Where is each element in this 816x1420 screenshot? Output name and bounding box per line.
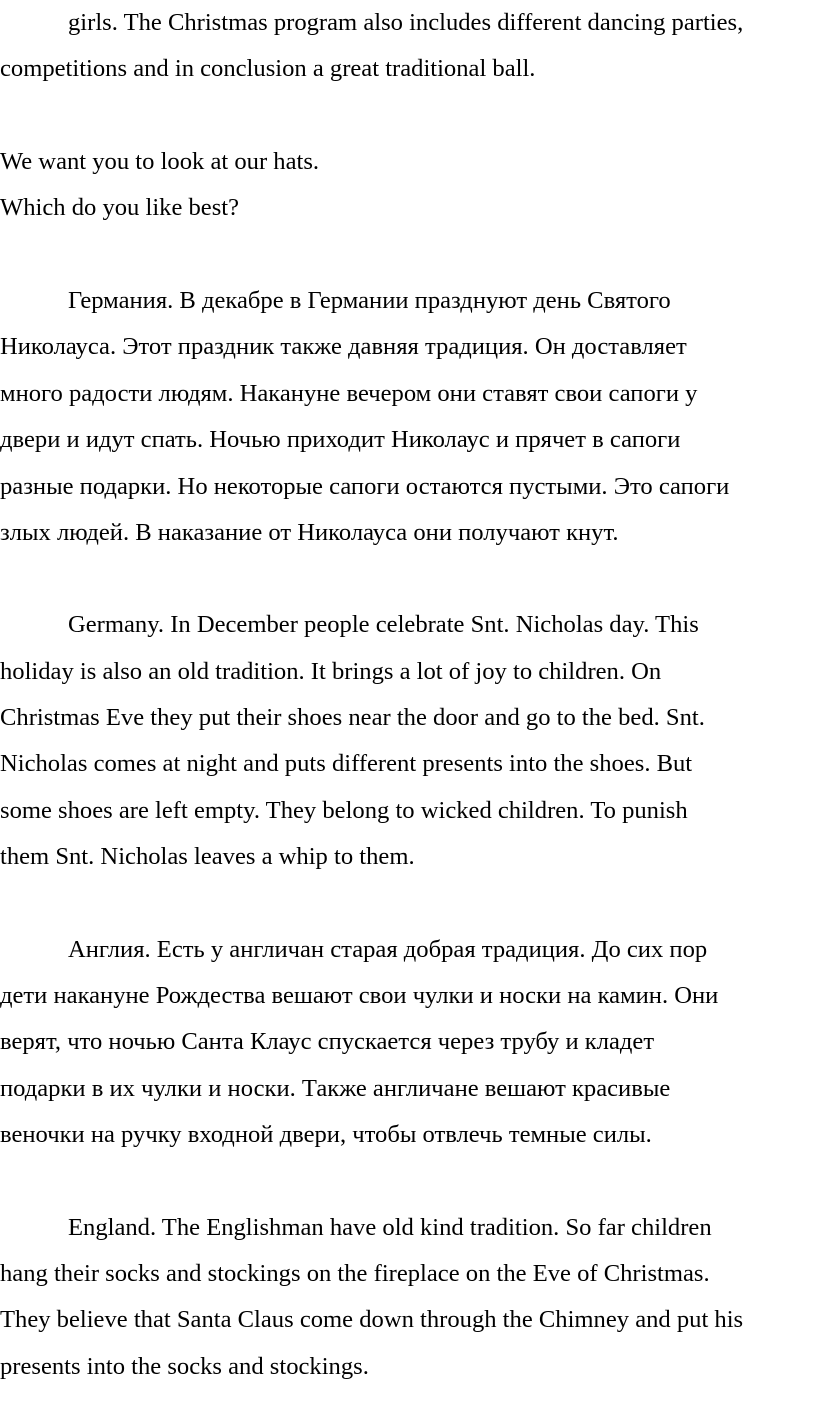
text-line: competitions and in conclusion a great traditional ball. [0, 55, 536, 82]
text-line: holiday is also an old tradition. It brings a lot of joy to children. On [0, 658, 662, 685]
text-line: злых людей. В наказание от Николауса они получают кнут. [0, 519, 619, 546]
text-line: много радости людям. Накануне вечером они ставят свои сапоги у [0, 380, 698, 407]
text-line: We want you to look at our hats. [0, 148, 320, 175]
text-line: hang their socks and stockings on the fireplace on the Eve of Christmas. [0, 1260, 710, 1287]
paragraph-first-line: Германия. В декабре в Германии празднуют день Святого [68, 287, 671, 314]
text-line: веночки на ручку входной двери, чтобы отвлечь темные силы. [0, 1121, 652, 1148]
text-line: They believe that Santa Claus come down through the Chimney and put his [0, 1306, 744, 1333]
text-line: дети накануне Рождества вешают свои чулки и носки на камин. Они [0, 982, 719, 1009]
text-line: верят, что ночью Санта Клаус спускается через трубу и кладет [0, 1028, 655, 1055]
text-line: them Snt. Nicholas leaves a whip to them. [0, 843, 415, 870]
text-line: Николауса. Этот праздник также давняя традиция. Он доставляет [0, 333, 687, 360]
text-line: some shoes are left empty. They belong to wicked children. To punish [0, 797, 688, 824]
text-line: Which do you like best? [0, 194, 240, 221]
text-line: разные подарки. Но некоторые сапоги остаются пустыми. Это сапоги [0, 473, 730, 500]
text-line: girls. The Christmas program also includes different dancing parties, [68, 9, 744, 36]
text-line: Nicholas comes at night and puts different presents into the shoes. But [0, 750, 693, 777]
paragraph-first-line: England. The Englishman have old kind tradition. So far children [68, 1214, 712, 1241]
text-line: двери и идут спать. Ночью приходит Николаус и прячет в сапоги [0, 426, 681, 453]
text-line: presents into the socks and stockings. [0, 1353, 369, 1380]
text-line: Christmas Eve they put their shoes near the door and go to the bed. Snt. [0, 704, 705, 731]
paragraph-first-line: Germany. In December people celebrate Snt. Nicholas day. This [68, 611, 699, 638]
text-line: подарки в их чулки и носки. Также англичане вешают красивые [0, 1075, 671, 1102]
paragraph-first-line: Англия. Есть у англичан старая добрая традиция. До сих пор [68, 936, 708, 963]
